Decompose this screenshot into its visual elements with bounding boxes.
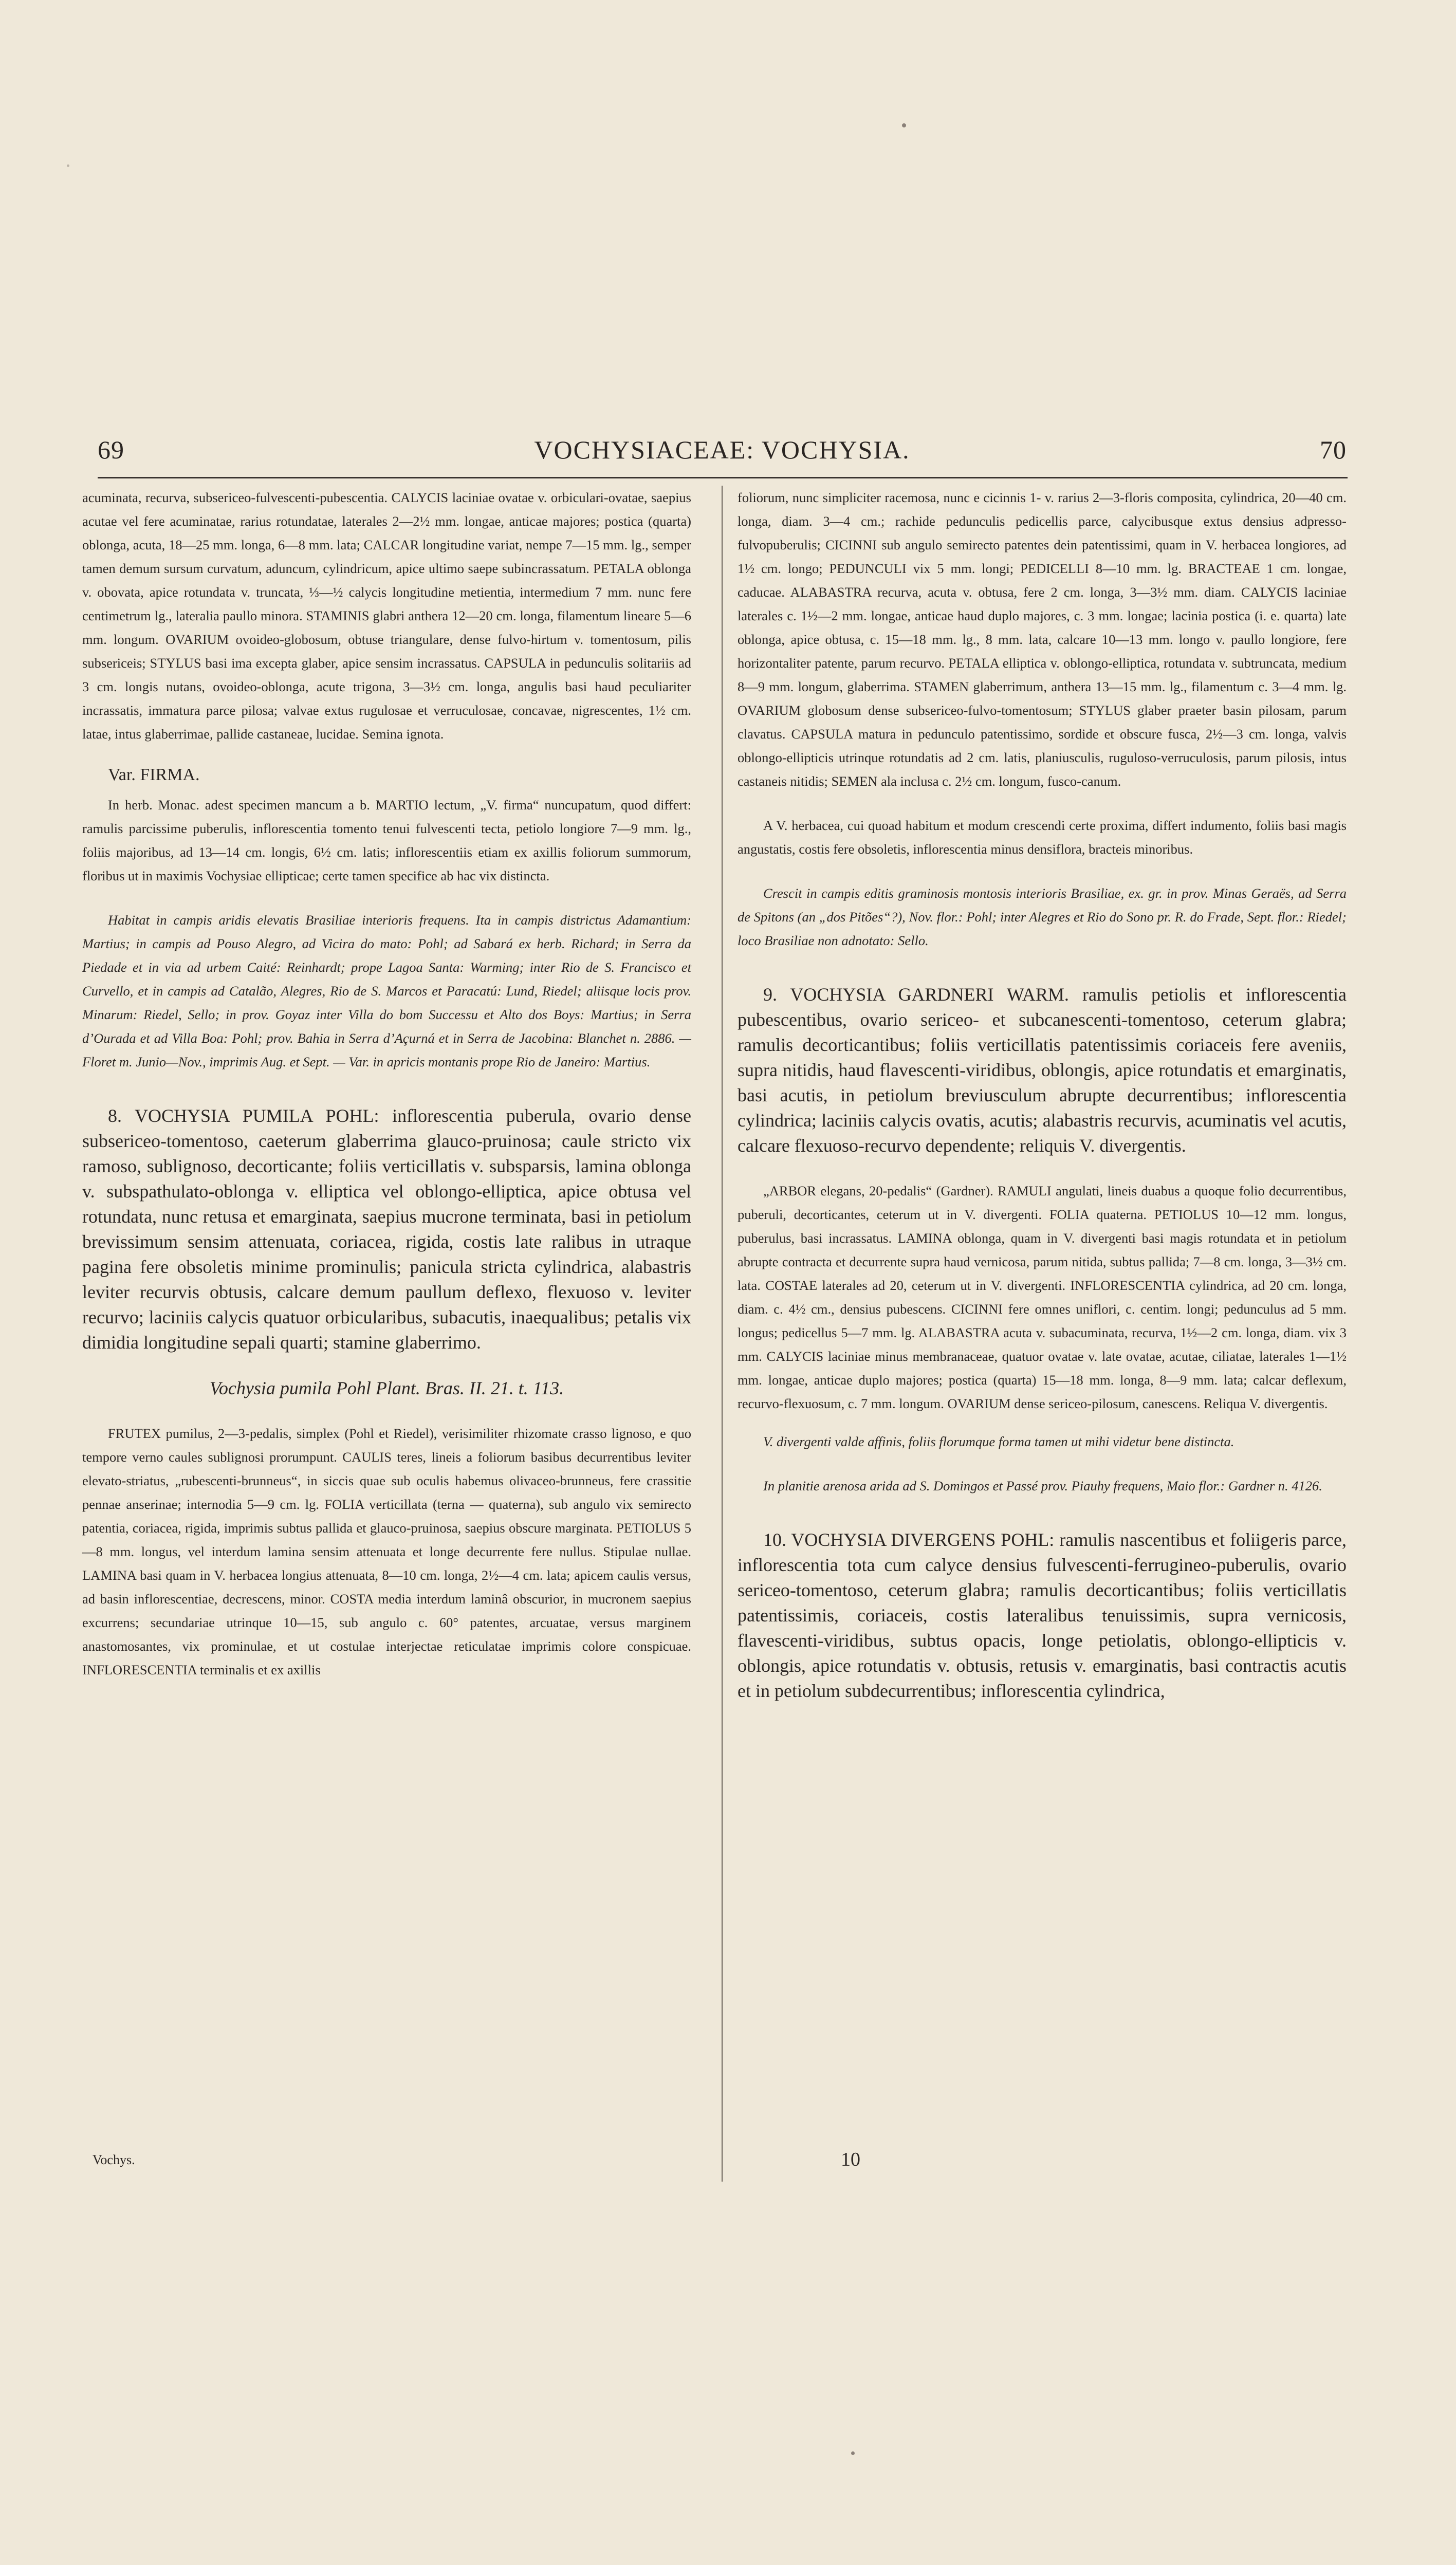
species-diagnosis-10: 10. VOCHYSIA DIVERGENS POHL: ramulis nascentibus et foliigeris parce, inflorescentia tota cum calyce densius fulvescenti-ferrugineo-puberulis, ovario sericeo-tomentoso, ceterum glabra; ramulis decorticantibus; foliis verticillatis patentissimis, coriaceis, costis lateralibus tenuissimis, supra vernicosis, flavescenti-viridibus, subtus opacis, longe petiolatis, oblongo-ellipticis v. oblongis, apice rotundatis v. obtusis, retusis v. emarginatis, basi contractis acutis et in petiolum subdecurrentibus; inflorescentia cylindrica,	[738, 1529, 1347, 1701]
habitat-paragraph-8: Crescit in campis editis graminosis montosis interioris Brasiliae, ex. gr. in prov. Minas Geraës, ad Serra de Spitons (an „dos Pitões“?), Nov. flor.: Pohl; inter Alegres et Rio do Sono pr. R. do Frade, Sept. flor.: Riedel; loco Brasiliae non adnotato: Sello.	[738, 885, 1347, 948]
sheet-signature: Vochys.	[93, 2152, 135, 2167]
species-description-8: FRUTEX pumilus, 2—3-pedalis, simplex (Pohl et Riedel), verisimiliter rhizomate crasso lignoso, e quo tempore verno caules sublignosi prorumpunt. CAULIS teres, lineis a foliorum basibus decurrentibus leviter elevato-striatus, „rubescenti-brunneus“, in siccis quae sub oculis habemus olivaceo-brunneus, fere crassitie pennae anserinae; internodia 5—9 cm. lg. FOLIA verticillata (terna — quaterna), sub angulo vix semirecto patentia, coriacea, rigida, imprimis subtus pallida et glauco-pruinosa, saepius obscure marginata. PETIOLUS 5—8 mm. longus, vel interdum lamina sensim attenuata et longe decurrente fere nullus. Stipulae nullae. LAMINA basi quam in V. herbacea longius attenuata, 8—10 cm. longa, 2½—4 cm. lata; apicem caulis versus, ad basin inflorescentiae, decrescens, minor. COSTA media interdum laminâ obscurior, in mucronem saepius excurrens; secundariae utrinque 10—15, sub angulo c. 60° patentes, arcuatae, versus marginem anastomosantes, vix prominulae, et ut costulae interjectae reticulatae imprimis colore conspicuae. INFLORESCENTIA terminalis et ex axillis	[82, 1426, 691, 1677]
habitat-paragraph-9: In planitie arenosa arida ad S. Domingos et Passé prov. Piauhy frequens, Maio flor.: Gardner n. 4126.	[763, 1478, 1322, 1493]
description-continued: acuminata, recurva, subsericeo-fulvescenti-pubescentia. CALYCIS laciniae ovatae v. orbiculari-ovatae, saepius acutae vel fere acuminatae, rarius rotundatae, laterales 2—2½ mm. longae, anticae majores; postica (quarta) oblonga, acuta, 18—25 mm. longa, 6—8 mm. lata; CALCAR longitudine variat, nempe 7—15 mm. lg., semper tamen demum sursum curvatum, aduncum, cylindricum, apice ultimo saepe subincrassatum. PETALA oblonga v. obovata, apice rotundata v. truncata, ⅓—½ calycis longitudine metientia, intermedium 7 mm. nunc fere centimetrum lg., lateralia paullo minora. STAMINIS glabri anthera 12—20 cm. longa, filamentum lineare 5—6 mm. longum. OVARIUM ovoideo-globosum, obtuse triangulare, dense fulvo-hirtum v. tomentosum, pilis subsericeis; STYLUS basi ima excepta glaber, apice sensim incrassatus. CAPSULA in pedunculis solitariis ad 3 cm. longis nutans, ovoideo-oblonga, acute trigona, 3—3½ cm. longa, angulis basi haud peculiariter incrassatis, immatura parce pilosa; valvae extus rugulosae et verruculosae, concavae, nigrescentes, 1½ cm. latae, intus glaberrimae, pallide castaneae, lucidae. Semina ignota.	[82, 490, 691, 742]
species-citation-8: Vochysia pumila Pohl Plant. Bras. II. 21. t. 113.	[209, 1378, 564, 1398]
running-title: VOCHYSIACEAE: VOCHYSIA.	[534, 435, 910, 464]
variety-description: In herb. Monac. adest specimen mancum a b. MARTIO lectum, „V. firma“ nuncupatum, quod differt: ramulis parcissime puberulis, inflorescentia tomento tenui fulvescenti tecta, petiolo longiore 7—9 mm. lg., foliis majoribus, ad 13—14 cm. longis, 6½ cm. latis; inflorescentiis etiam ex axillis foliorum summorum, floribus ut in maximis Vochysiae ellipticae; certe tamen specifice ab hac vix distincta.	[82, 797, 691, 883]
species-diagnosis-9: 9. VOCHYSIA GARDNERI WARM. ramulis petiolis et inflorescentia pubescentibus, ovario sericeo- et subcanescenti-tomentoso, ceterum glabra; ramulis decorticantibus; foliis verticillatis patentissimis coriaceis fere aveniis, supra nitidis, haud flavescenti-viridibus, oblongis, apice rotundatis et emarginatis, basi acutis, in petiolum breviusculum abrupte decurrentibus; inflorescentia cylindrica; laciniis calycis ovatis, acutis; alabastris recurvis, acuminatis vel acutis, calcare flexuoso-recurvo dependente; reliquis V. divergentis.	[738, 984, 1347, 1156]
affinity-note-9: V. divergenti valde affinis, foliis florumque forma tamen ut mihi videtur bene distincta.	[763, 1434, 1234, 1449]
running-header	[98, 435, 1347, 476]
species-description-9: „ARBOR elegans, 20-pedalis“ (Gardner). RAMULI angulati, lineis duabus a quoque folio decurrentibus, puberuli, decorticantes, ceterum ut in V. divergenti. FOLIA quaterna. PETIOLUS 10—12 mm. longus, puberulus, basi incrassatus. LAMINA oblonga, quam in V. divergenti basi magis rotundata et in petiolum abrupte contracta et decurrente supra haud vernicosa, parum nitida, subtus pallida; 7—8 cm. longa, 3—3½ cm. lata. COSTAE laterales ad 20, ceterum ut in V. divergenti. INFLORESCENTIA cylindrica, ad 20 cm. longa, diam. c. 4½ cm., densius pubescens. CICINNI fere omnes uniflori, c. centim. longi; pedunculus ad 5 mm. longus; pedicellus 5—7 mm. lg. ALABASTRA acuta v. subacuminata, recurva, 1½—2 cm. longa, diam. vix 3 mm. CALYCIS laciniae minus membranaceae, quatuor ovatae v. late ovatae, acutae, ciliatae, laterales 1—1½ mm. longae, anticae duplo majores; postica (quarta) 15—18 mm. longa, 8—9 mm. lata; calcar deflexum, recurvo-flexuosum, c. 7 mm. longum. OVARIUM dense sericeo-pilosum, canescens. Reliqua V. divergentis.	[738, 1183, 1347, 1411]
page-number-left: 69	[98, 435, 124, 464]
sheet-number: 10	[841, 2149, 860, 2170]
right-column	[738, 486, 1347, 1704]
paper-speck	[902, 123, 906, 127]
page-number-right: 70	[1320, 435, 1347, 464]
species-diagnosis-8: 8. VOCHYSIA PUMILA POHL: inflorescentia puberula, ovario dense subsericeo-tomentoso, caeterum glaberrima glauco-pruinosa; caule stricto vix ramoso, sublignoso, decorticante; foliis verticillatis v. subsparsis, lamina oblonga v. subspathulato-oblonga v. elliptica vel oblongo-elliptica, apice obtusa vel rotundata, nunc retusa et emarginata, saepius mucrone terminata, basi in petiolum brevissimum sensim attenuata, coriacea, rigida, costis late ralibus in utraque pagina fere obsoletis minime prominulis; panicula stricta cylindrica, alabastris leviter recurvis obtusis, calcare demum paullum deflexo, flexuoso v. leviter recurvo; laciniis calycis quatuor orbicularibus, subacutis, inaequalibus; petalis vix dimidia longitudine sepali quarti; stamine glaberrimo.	[82, 1105, 691, 1353]
habitat-paragraph: Habitat in campis aridis elevatis Brasiliae interioris frequens. Ita in campis districtus Adamantium: Martius; in campis ad Pouso Alegro, ad Vicira do mato: Pohl; ad Sabará ex herb. Richard; in Serra da Piedade et in via ad urbem Caité: Reinhardt; prope Lagoa Santa: Warming; inter Rio de S. Francisco et Curvello, et in campis ad Catalão, Alegres, Rio de S. Marcos et Paracatú: Lund, Riedel; aliisque locis prov. Minarum: Riedel, Sello; in prov. Goyaz inter Villa do bom Successu et Alto dos Boys: Martius; in Serra d’Ourada et ad Villa Boa: Pohl; prov. Bahia in Serra d’Açurná et in Serra de Jacobina: Blanchet n. 2886. — Floret m. Junio—Nov., imprimis Aug. et Sept. — Var. in apricis montanis prope Rio de Janeiro: Martius.	[82, 912, 691, 1069]
paper-speck	[67, 164, 69, 167]
paper-speck	[851, 2451, 855, 2455]
variety-heading: Var. FIRMA.	[108, 765, 200, 784]
header-rule	[98, 477, 1348, 478]
description-8-continued: foliorum, nunc simpliciter racemosa, nunc e cicinnis 1- v. rarius 2—3-floris composita, cylindrica, 20—40 cm. longa, diam. 3—4 cm.; rachide pedunculis pedicellis parce, calycibusque extus densius adpresso-fulvopuberulis; CICINNI sub angulo semirecto patentes dein patentissimi, quam in V. herbacea longiores, ad 1½ cm. longo; PEDUNCULI vix 5 mm. longi; PEDICELLI 8—10 mm. lg. BRACTEAE 1 cm. longae, caducae. ALABASTRA recurva, acuta v. obtusa, fere 2 cm. longa, 3—3½ mm. diam. CALYCIS laciniae laterales c. 1½—2 mm. longae, anticae haud duplo majores, c. 3 mm. longae; lacinia postica (i. e. quarta) late oblonga, apice obtusa, c. 15—18 mm. lg., 8 mm. lata, calcare 10—13 mm. longo v. paullo longiore, fere horizontaliter patente, parum recurvo. PETALA elliptica v. oblongo-elliptica, rotundata v. subtruncata, medium 8—9 mm. longum, glaberrima. STAMEN glaberrimum, anthera 13—15 mm. lg., filamentum c. 3—4 mm. lg. OVARIUM globosum dense subsericeo-fulvo-tomentosum; STYLUS glaber praeter basin pilosam, parum clavatus. CAPSULA matura in pedunculo patentissimo, sordide et obscure fusca, 2½—3 cm. longa, valvis oblongo-ellipticis utrinque rotundatis ad 2 cm. latis, planiusculis, ruguloso-verruculosis, parum pilosis, intus castaneis nitidis; SEMEN ala inclusa c. 2½ cm. longum, fusco-canum.	[738, 490, 1347, 789]
affinity-note-8: A V. herbacea, cui quoad habitum et modum crescendi certe proxima, differt indumento, foliis basi magis angustatis, costis fere obsoletis, inflorescentia minus densiflora, bracteis minoribus.	[738, 818, 1347, 857]
column-divider	[722, 486, 723, 2182]
left-column	[82, 486, 691, 1682]
